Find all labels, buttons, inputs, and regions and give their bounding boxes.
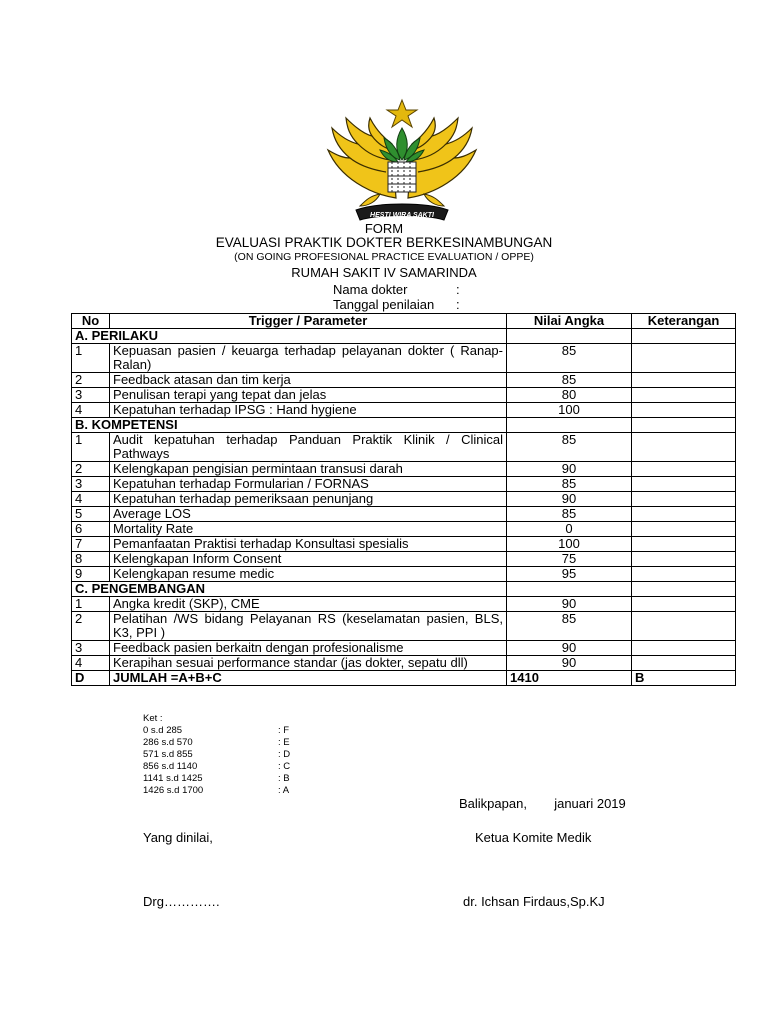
row-number: 2 <box>72 612 110 641</box>
row-number: 1 <box>72 433 110 462</box>
grade-legend <box>143 713 290 797</box>
signature-right-name: dr. Ichsan Firdaus,Sp.KJ <box>463 894 605 909</box>
row-number: 3 <box>72 641 110 656</box>
table-row <box>72 492 736 507</box>
section-title: A. PERILAKU <box>72 329 507 344</box>
row-note <box>632 388 736 403</box>
table-row <box>72 522 736 537</box>
row-note <box>632 403 736 418</box>
header-keterangan: Keterangan <box>632 314 736 329</box>
row-note <box>632 522 736 537</box>
table-row <box>72 507 736 522</box>
total-row <box>72 671 736 686</box>
header-nilai: Nilai Angka <box>507 314 632 329</box>
row-number: 4 <box>72 403 110 418</box>
row-note <box>632 597 736 612</box>
section-note-empty <box>632 418 736 433</box>
row-number: 4 <box>72 492 110 507</box>
row-note <box>632 641 736 656</box>
field-separator: : <box>456 282 460 297</box>
total-number: D <box>72 671 110 686</box>
row-parameter: Kepatuhan terhadap pemeriksaan penunjang <box>110 492 507 507</box>
legend-title: Ket : <box>143 713 163 724</box>
row-parameter: Kepuasan pasien / keuarga terhadap pelayanan dokter ( Ranap-Ralan) <box>110 344 507 373</box>
row-number: 4 <box>72 656 110 671</box>
table-row <box>72 656 736 671</box>
row-value: 85 <box>507 433 632 462</box>
evaluation-table <box>71 313 736 686</box>
row-note <box>632 612 736 641</box>
star-icon <box>387 100 417 127</box>
row-parameter: Pemanfaatan Praktisi terhadap Konsultasi spesialis <box>110 537 507 552</box>
row-note <box>632 552 736 567</box>
row-parameter: Kerapihan sesuai performance standar (jas dokter, sepatu dll) <box>110 656 507 671</box>
form-label: FORM <box>364 221 404 236</box>
row-parameter: Pelatihan /WS bidang Pelayanan RS (keselamatan pasien, BLS, K3, PPI ) <box>110 612 507 641</box>
table-row <box>72 597 736 612</box>
signature-right-label: Ketua Komite Medik <box>475 830 592 845</box>
table-row <box>72 477 736 492</box>
row-number: 9 <box>72 567 110 582</box>
row-note <box>632 492 736 507</box>
page-title: EVALUASI PRAKTIK DOKTER BERKESINAMBUNGAN <box>215 235 553 250</box>
row-value: 85 <box>507 507 632 522</box>
legend-range: 856 s.d 1140 <box>143 761 198 772</box>
row-note <box>632 507 736 522</box>
legend-range: 0 s.d 285 <box>143 725 183 736</box>
section-row <box>72 418 736 433</box>
total-value: 1410 <box>507 671 632 686</box>
row-value: 0 <box>507 522 632 537</box>
table-row <box>72 612 736 641</box>
legend-row <box>143 749 290 761</box>
section-row <box>72 329 736 344</box>
row-number: 2 <box>72 462 110 477</box>
emblem-logo <box>320 98 484 226</box>
signature-left-name: Drg…………. <box>143 894 220 909</box>
row-value: 85 <box>507 477 632 492</box>
page-subtitle: (ON GOING PROFESIONAL PRACTICE EVALUATION / OPPE) <box>234 251 534 263</box>
row-note <box>632 373 736 388</box>
section-title: C. PENGEMBANGAN <box>72 582 507 597</box>
row-value: 90 <box>507 492 632 507</box>
logo-motto: HESTI WIRA SAKTI <box>370 212 434 219</box>
legend-grade: : E <box>278 737 290 748</box>
signature-place: Balikpapan, <box>459 796 527 811</box>
signature-date: januari 2019 <box>554 796 626 811</box>
section-title: B. KOMPETENSI <box>72 418 507 433</box>
row-note <box>632 477 736 492</box>
section-value-empty <box>507 329 632 344</box>
row-number: 6 <box>72 522 110 537</box>
row-value: 75 <box>507 552 632 567</box>
legend-range: 286 s.d 570 <box>143 737 193 748</box>
row-parameter: Angka kredit (SKP), CME <box>110 597 507 612</box>
table-header-row <box>72 314 736 329</box>
row-note <box>632 344 736 373</box>
legend-row <box>143 725 290 737</box>
section-row <box>72 582 736 597</box>
signature-place-date <box>459 796 626 811</box>
legend-row <box>143 773 290 785</box>
row-number: 1 <box>72 344 110 373</box>
total-label: JUMLAH =A+B+C <box>110 671 507 686</box>
row-parameter: Kepatuhan terhadap IPSG : Hand hygiene <box>110 403 507 418</box>
total-grade: B <box>632 671 736 686</box>
row-number: 7 <box>72 537 110 552</box>
legend-row <box>143 737 290 749</box>
row-parameter: Kelengkapan resume medic <box>110 567 507 582</box>
row-parameter: Feedback atasan dan tim kerja <box>110 373 507 388</box>
row-value: 85 <box>507 344 632 373</box>
header-no: No <box>72 314 110 329</box>
field-separator: : <box>456 297 460 312</box>
legend-grade: : D <box>278 749 291 760</box>
row-number: 5 <box>72 507 110 522</box>
row-value: 85 <box>507 612 632 641</box>
row-value: 100 <box>507 537 632 552</box>
row-note <box>632 656 736 671</box>
row-value: 90 <box>507 656 632 671</box>
row-parameter: Audit kepatuhan terhadap Panduan Praktik Klinik / Clinical Pathways <box>110 433 507 462</box>
row-value: 95 <box>507 567 632 582</box>
field-label: Tanggal penilaian <box>333 297 435 312</box>
hospital-name: RUMAH SAKIT IV SAMARINDA <box>291 265 477 280</box>
section-value-empty <box>507 418 632 433</box>
row-parameter: Feedback pasien berkaitn dengan profesionalisme <box>110 641 507 656</box>
legend-range: 1141 s.d 1425 <box>143 773 203 784</box>
row-number: 8 <box>72 552 110 567</box>
row-number: 3 <box>72 388 110 403</box>
row-parameter: Average LOS <box>110 507 507 522</box>
row-parameter: Kelengkapan Inform Consent <box>110 552 507 567</box>
table-row <box>72 403 736 418</box>
table-row <box>72 462 736 477</box>
legend-grade: : C <box>278 761 291 772</box>
field-nama-dokter <box>333 282 460 297</box>
table-row <box>72 344 736 373</box>
row-value: 90 <box>507 597 632 612</box>
legend-row <box>143 785 290 797</box>
row-note <box>632 567 736 582</box>
row-value: 90 <box>507 462 632 477</box>
row-number: 3 <box>72 477 110 492</box>
table-row <box>72 373 736 388</box>
row-note <box>632 433 736 462</box>
table-row <box>72 641 736 656</box>
row-parameter: Penulisan terapi yang tepat dan jelas <box>110 388 507 403</box>
row-number: 1 <box>72 597 110 612</box>
row-value: 90 <box>507 641 632 656</box>
row-value: 85 <box>507 373 632 388</box>
table-row <box>72 552 736 567</box>
table-row <box>72 433 736 462</box>
row-parameter: Mortality Rate <box>110 522 507 537</box>
legend-grade: : A <box>278 785 290 796</box>
row-parameter: Kelengkapan pengisian permintaan transusi darah <box>110 462 507 477</box>
section-note-empty <box>632 582 736 597</box>
row-note <box>632 462 736 477</box>
table-row <box>72 388 736 403</box>
row-parameter: Kepatuhan terhadap Formularian / FORNAS <box>110 477 507 492</box>
row-value: 80 <box>507 388 632 403</box>
leaf-icon <box>380 128 424 162</box>
header-parameter: Trigger / Parameter <box>110 314 507 329</box>
row-note <box>632 537 736 552</box>
field-label: Nama dokter <box>333 282 408 297</box>
field-tanggal-penilaian <box>333 297 460 312</box>
legend-range: 1426 s.d 1700 <box>143 785 204 796</box>
legend-grade: : B <box>278 773 290 784</box>
legend-row <box>143 761 290 773</box>
tower-icon <box>388 162 416 192</box>
legend-range: 571 s.d 855 <box>143 749 193 760</box>
row-number: 2 <box>72 373 110 388</box>
section-note-empty <box>632 329 736 344</box>
table-row <box>72 567 736 582</box>
signature-left-label: Yang dinilai, <box>143 830 213 845</box>
legend-grade: : F <box>278 725 290 736</box>
row-value: 100 <box>507 403 632 418</box>
section-value-empty <box>507 582 632 597</box>
table-row <box>72 537 736 552</box>
